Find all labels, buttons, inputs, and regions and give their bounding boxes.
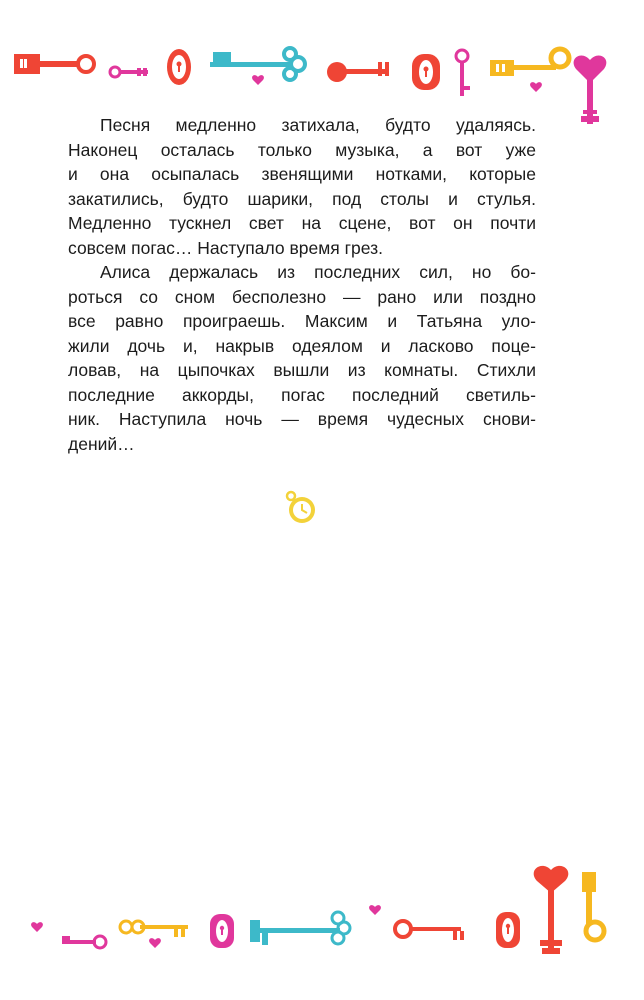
text-line: последние аккорды, погас последний светиль- (68, 384, 536, 405)
heart-icon (31, 922, 43, 932)
paragraph-2 (68, 260, 536, 456)
text-line: дений… (68, 433, 135, 454)
key-icon (120, 921, 188, 937)
keyhole-icon (210, 914, 234, 948)
key-icon (210, 48, 305, 80)
bottom-key-border (0, 862, 644, 962)
heart-icon (530, 82, 542, 92)
text-line: жили дочь и, накрыв одеялом и ласково поце- (68, 335, 536, 356)
text-line: Алиса держалась из последних сил, но бо- (100, 262, 536, 282)
text-line: закатились, будто шарики, под столы и стулья. (68, 188, 536, 209)
text-line: роться со сном бесполезно — рано или поздно (68, 286, 536, 307)
text-line: все равно проиграешь. Максим и Татьяна уло- (68, 311, 536, 331)
keyhole-icon (167, 49, 191, 85)
pocket-watch-icon (281, 488, 321, 528)
heart-icon (369, 905, 381, 915)
book-text (68, 113, 536, 456)
key-icon (534, 866, 569, 954)
text-line: ловав, на цыпочках вышли из комнаты. Стихли (68, 360, 536, 380)
text-line: совсем погас… Наступало время грез. (68, 237, 383, 258)
key-icon (582, 872, 604, 940)
text-line: ник. Наступила ночь — время чудесных снови- (68, 409, 536, 429)
key-icon (574, 55, 607, 124)
key-icon (327, 62, 389, 82)
text-line: и она осыпалась звенящими нотками, которые (68, 164, 536, 184)
key-icon (250, 912, 350, 945)
heart-icon (252, 75, 264, 85)
key-icon (62, 936, 106, 948)
keyhole-icon (496, 912, 520, 948)
text-line: Медленно тускнел свет на сцене, вот он почти (68, 213, 536, 233)
text-line: Наконец осталась только музыка, а вот уже (68, 139, 536, 160)
heart-icon (149, 938, 161, 948)
key-icon (456, 50, 470, 96)
key-icon (395, 921, 464, 940)
key-icon (110, 67, 148, 77)
key-icon (14, 54, 94, 74)
paragraph-1 (68, 113, 536, 260)
key-icon (490, 49, 569, 76)
text-line: Песня медленно затихала, будто удаляясь. (100, 115, 536, 135)
keyhole-icon (412, 54, 440, 90)
